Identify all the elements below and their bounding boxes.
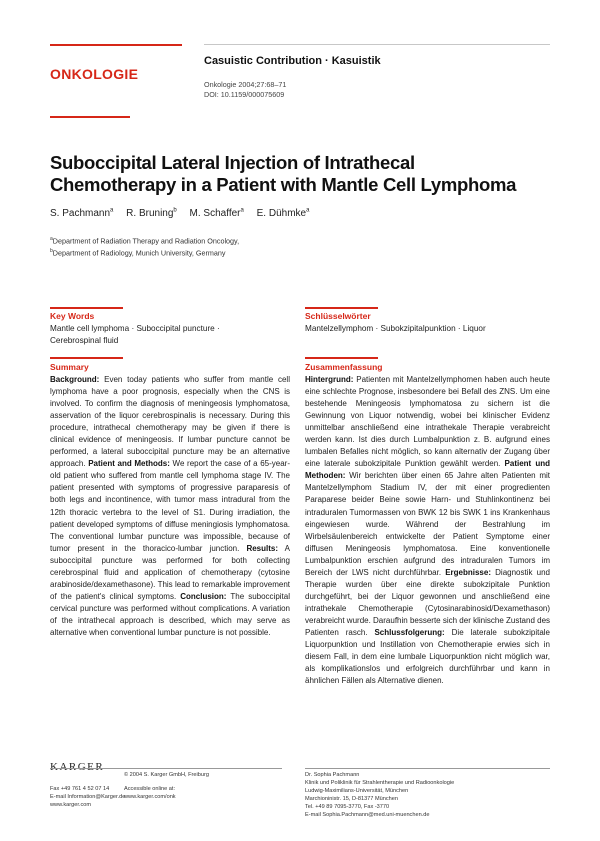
- author: R. Bruning$^b$: [126, 208, 177, 220]
- results-label: Results:: [246, 543, 278, 553]
- results-label: Ergebnisse:: [445, 567, 491, 577]
- summary-en: [50, 374, 290, 639]
- keywords-line: Cerebrospinal fluid: [50, 336, 119, 345]
- address-line: Dr. Sophia Pachmann: [305, 772, 360, 778]
- section-label: Casuistic Contribution · Kasuistik: [204, 55, 381, 67]
- correspondence-address: [305, 771, 454, 819]
- address-line: Marchioninistr. 15, D-81377 München: [305, 796, 398, 802]
- footer-rule-right: [305, 768, 550, 769]
- affiliations: [50, 234, 239, 259]
- affiliation: $^b$Department of Radiology, Munich University, Germany: [50, 248, 226, 258]
- summary-heading-en: Summary: [50, 362, 89, 372]
- citation: Onkologie 2004;27:68–71: [204, 80, 287, 89]
- address-line: Ludwig-Maximilians-Universität, München: [305, 788, 409, 794]
- methods-label: Patient und Methoden:: [305, 459, 550, 481]
- access-url[interactable]: www.karger.com/onk: [124, 794, 176, 800]
- summary-de: [305, 374, 550, 687]
- title-line-1: Suboccipital Lateral Injection of Intrathecal: [50, 152, 415, 173]
- title-accent-rule: [50, 116, 130, 118]
- journal-logo: ONKOLOGIE: [50, 66, 139, 82]
- publisher-email[interactable]: E-mail Information@Karger.de: [50, 794, 126, 800]
- fax: Fax +49 761 4 52 07 14: [50, 786, 110, 792]
- copyright-block: [124, 771, 209, 801]
- conclusion-text: The suboccipital cervical puncture was performed without complications. A variation of the intrathecal approach is described, which may serve as alternative when conventional lumbar puncture is not possible.: [50, 591, 290, 637]
- publisher-contact: [50, 785, 125, 809]
- journal-citation: [204, 80, 286, 100]
- author: M. Schaffer$^a$: [189, 208, 244, 220]
- summary-heading-de: Zusammenfassung: [305, 362, 383, 372]
- header-rule: [204, 44, 550, 45]
- affiliation: $^a$Department of Radiation Therapy and Radiation Oncology,: [50, 236, 240, 246]
- background-text: Even today patients who suffer from mantle cell lymphoma have a poor prognosis, especially when the CNS is involved. To confirm the diagnosis of meningeosis lymphomatosa, asservation of the liquor cerebrospinalis is necessary. During this procedure, intrathecal chemotherapy may be given if there is clinical evidence of meningeosis. If lumbar puncture cannot be performed, a lateral suboccipital puncture may be an alternative approach.: [50, 375, 290, 469]
- background-label: Hintergrund:: [305, 375, 354, 384]
- copyright: © 2004 S. Karger GmbH, Freiburg: [124, 772, 209, 778]
- results-text: A suboccipital puncture was performed for both collecting cerebrospinal fluid and application of chemotherapy (cytosine arabinoside/dexamethasone). This lead to remarkable improvement of the patient's clinical symptoms.: [50, 543, 290, 601]
- author: S. Pachmann$^a$: [50, 208, 114, 220]
- keywords-line: Mantelzellymphom · Subokzipitalpunktion · Liquor: [305, 324, 486, 333]
- conclusion-label: Conclusion:: [180, 591, 227, 601]
- author-list: [50, 208, 319, 219]
- keywords-en: [50, 323, 290, 347]
- methods-text: Wir berichten über einen 65 Jahre alten Patienten mit Mantelzellymphom Stadium IV, der mit einer progredienten Paraparese beider Beine sowie Harn- und Stuhlinkontinenz bei intraduralen Tumormassen von BWK 12 bis SWK 1 ins Krankenhaus eingewiesen wurde. Während der Bestrahlung im Wirbelsäulenbereich entwickelte der Patient Symptome einer diffusen Meningeosis lymphomatosa. Eine konventionelle Lumbalpunktion erschien aufgrund des intraduralen Tumors im Bereich der LWS nicht durchführbar.: [305, 471, 550, 577]
- footer-rule-left: [50, 768, 282, 769]
- header-accent-rule: [50, 44, 182, 46]
- publisher-logo: KARGER: [50, 761, 105, 773]
- keywords-rule-de: [305, 307, 378, 309]
- results-text: Diagnostik und Therapie wurden über eine direkte subokzipitale Punktion durchgeführt, bei der Liquor gewonnen und anschließend eine intrathekale Chemotherapie (Cytosinarabinosid/Dexamethason) verabreicht wurde. Daraufhin besserte sich der klinische Zustand des Patienten rasch.: [305, 567, 551, 637]
- methods-label: Patient and Methods:: [88, 459, 170, 469]
- conclusion-label: Schlussfolgerung:: [374, 627, 445, 637]
- article-title: [50, 152, 550, 196]
- correspondence-email[interactable]: E-mail Sophia.Pachmann@med.uni-muenchen.de: [305, 812, 430, 818]
- doi[interactable]: DOI: 10.1159/000075609: [204, 90, 285, 99]
- keywords-line: Mantle cell lymphoma · Suboccipital puncture ·: [50, 324, 220, 333]
- conclusion-text: Die laterale subokzipitale Liquorpunktion und Instillation von Chemotherapie erwies sich in diesem Fall, in dem eine lumbale Liquorpunktion nicht möglich war, als komplikationslos und erfolgreich durchführbar und kann in ähnlichen Fällen als Alternative dienen.: [305, 627, 550, 686]
- background-label: Background:: [50, 375, 100, 384]
- methods-text: We report the case of a 65-year-old patient who suffered from mantle cell lymphoma stage IV. The patient presented with symptoms of progressive paraparesis of both legs and incontinence, with tumor mass intradural from the 12th thoracic vertebra to the level of S1. During irradiation, the patient developed symptoms of diffuse meningiosis lymphomatosa. The conventional lumbar puncture was impossible, because of tumor present in the thoracico-lumbar junction.: [50, 459, 290, 553]
- access-label: Accessible online at:: [124, 786, 175, 792]
- publisher-web[interactable]: www.karger.com: [50, 802, 92, 808]
- keywords-heading-en: Key Words: [50, 311, 95, 321]
- author: E. Dühmke$^a$: [256, 208, 310, 220]
- address-line: Tel. +49 89 7095-3770, Fax -3770: [305, 804, 390, 810]
- summary-rule-de: [305, 357, 378, 359]
- keywords-de: [305, 323, 550, 335]
- keywords-rule-en: [50, 307, 123, 309]
- address-line: Klinik und Poliklinik für Strahlentherapie und Radioonkologie: [305, 780, 455, 786]
- summary-rule-en: [50, 357, 123, 359]
- background-text: Patienten mit Mantelzellymphomen haben auch heute eine schlechte Prognose, insbesondere bei Befall des ZNS. Um eine bestehende Meningeosis lymphomatosa zu sichern ist die Gewinnung von Liquor notwendig, wobei bei klinischer Evidenz unmittelbar anschließend eine intrathekale Therapie verabreicht werden kann. Ist dies durch Lumbalpunktion z. B. aufgrund eines lumbalen Befalles nicht möglich, so kann alternativ der Zugang über eine laterale subokzipitale Punktion gewählt werden.: [305, 375, 550, 469]
- title-line-2: Chemotherapy in a Patient with Mantle Cell Lymphoma: [50, 174, 517, 195]
- keywords-heading-de: Schlüsselwörter: [305, 311, 371, 321]
